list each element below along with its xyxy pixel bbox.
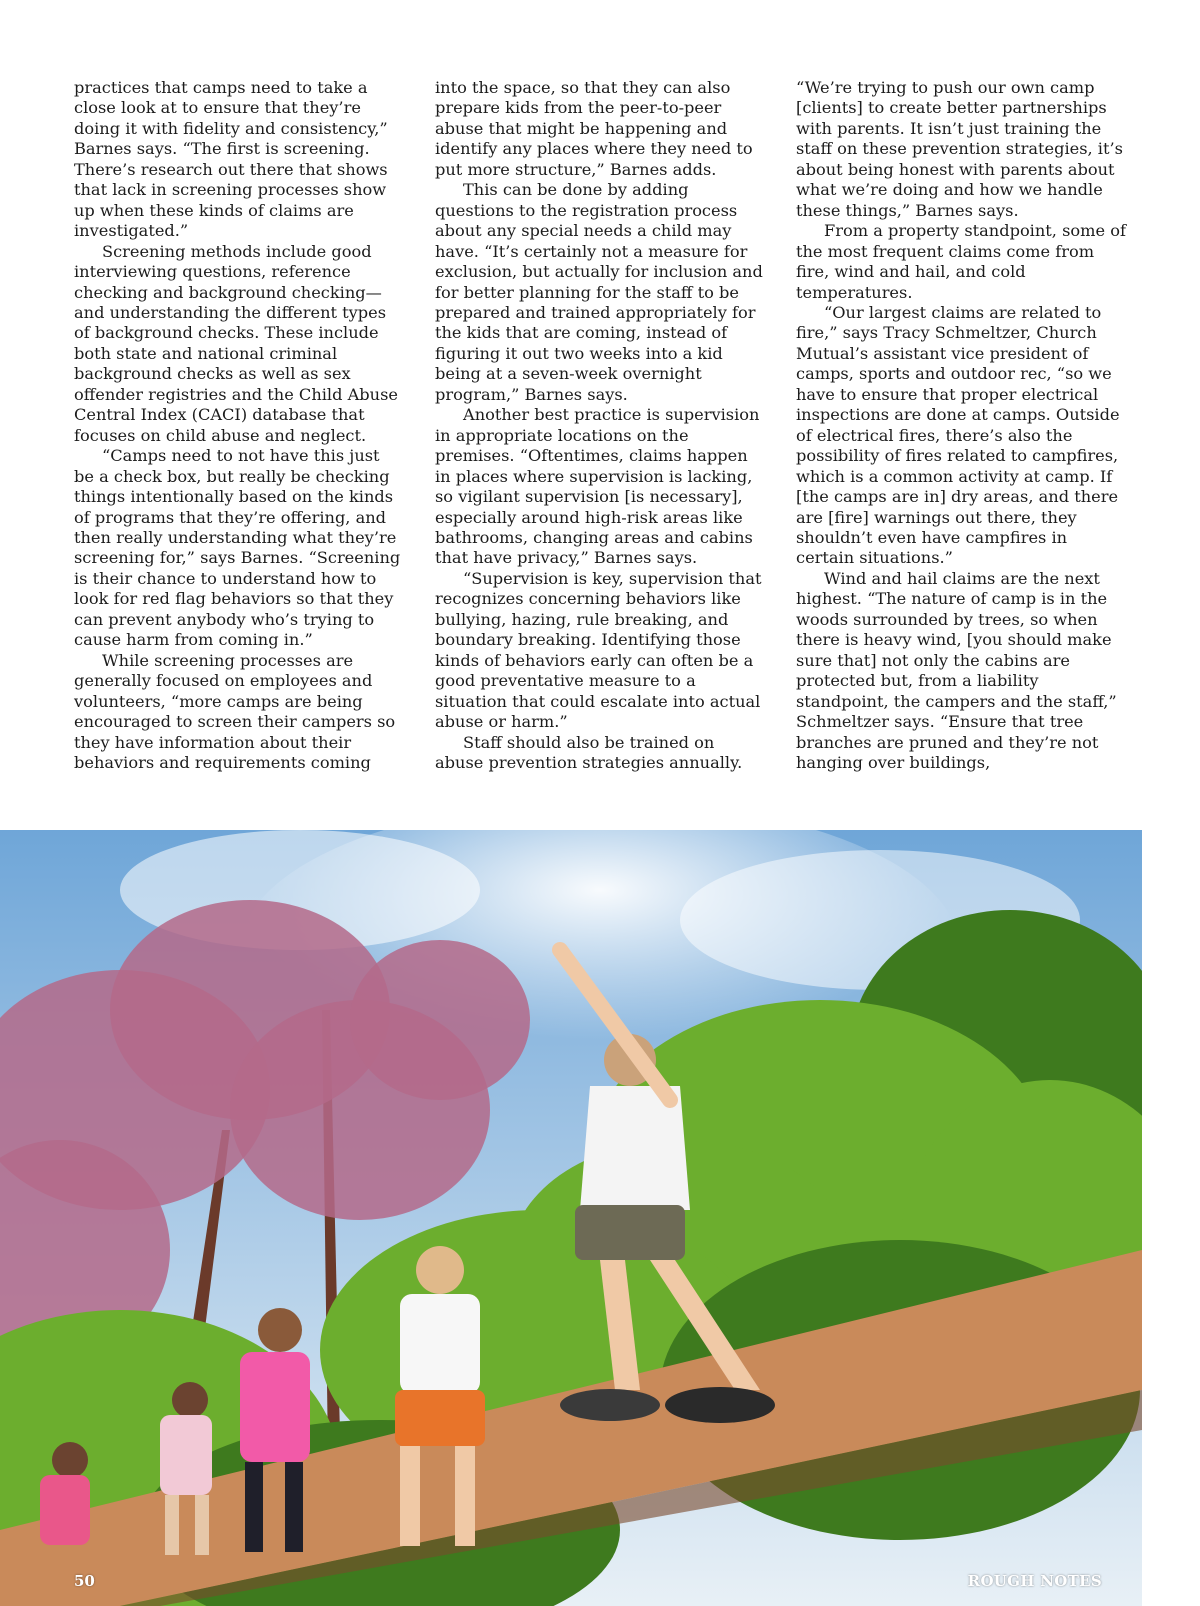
article-column-1 — [74, 78, 404, 800]
camp-kids-photo — [0, 830, 1142, 1606]
article-paragraph: into the space, so that they can also prepare kids from the peer-to-peer abuse that might be happening and identify any places where they need to put more structure,” Barnes adds. — [435, 78, 753, 179]
article-paragraph: Another best practice is supervision in appropriate locations on the premises. “Oftentimes, claims happen in places where supervision is lacking, so vigilant supervision [is necessary], especially around high-risk areas like bathrooms, changing areas and cabins that have privacy,” Barnes says. — [435, 405, 760, 568]
page-number: 50 — [74, 1572, 95, 1590]
article-paragraph: While screening processes are generally focused on employees and volunteers, “more camps are being encouraged to screen their campers so they have information about their behaviors and requirements coming — [74, 650, 396, 772]
magazine-name: ROUGH NOTES — [967, 1572, 1102, 1590]
article-columns — [74, 78, 1126, 800]
article-paragraph: “Supervision is key, supervision that recognizes concerning behaviors like bullying, hazing, rule breaking, and boundary breaking. Identifying those kinds of behaviors early can often be a good preventative measure to a situation that could escalate into actual abuse or harm.” — [435, 568, 762, 732]
photo-illustration — [0, 830, 1142, 1606]
article-paragraph: “We’re trying to push our own camp [clients] to create better partnerships with parents. It isn’t just training the staff on these prevention strategies, it’s about being honest with parents about what we’re doing and how we handle these things,” Barnes says. — [796, 78, 1123, 220]
article-paragraph: “Our largest claims are related to fire,” says Tracy Schmeltzer, Church Mutual’s assistant vice president of camps, sports and outdoor rec, “so we have to ensure that proper electrical inspections are done at camps. Outside of electrical fires, there’s also the possibility of fires related to campfires, which is a common activity at camp. If [the camps are in] dry areas, and there are [fire] warnings out there, they shouldn’t even have campfires in certain situations.” — [796, 302, 1120, 568]
article-column-2 — [435, 78, 765, 800]
article-paragraph: From a property standpoint, some of the most frequent claims come from fire, wind and hail, and cold temperatures. — [796, 221, 1126, 302]
article-paragraph: practices that camps need to take a close look at to ensure that they’re doing it with fidelity and consistency,” Barnes says. “The first is screening. There’s research out there that shows that lack in screening processes show up when these kinds of claims are investigated.” — [74, 78, 388, 241]
article-paragraph: Wind and hail claims are the next highest. “The nature of camp is in the woods surrounded by trees, so when there is heavy wind, [you should make sure that] not only the cabins are protected but, from a liability standpoint, the campers and the staff,” Schmeltzer says. “Ensure that tree branches are pruned and they’re not hanging over buildings, — [796, 568, 1117, 772]
article-paragraph: “Camps need to not have this just be a check box, but really be checking things intentionally based on the kinds of programs that they’re offering, and then really understanding what they’re screening for,” says Barnes. “Screening is their chance to understand how to look for red flag behaviors so that they can prevent anybody who’s trying to cause harm from coming in.” — [74, 446, 401, 650]
article-paragraph: This can be done by adding questions to the registration process about any special needs a child may have. “It’s certainly not a measure for exclusion, but actually for inclusion and for better planning for the staff to be prepared and trained appropriately for the kids that are coming, instead of figuring it out two weeks into a kid being at a seven-week overnight program,” Barnes says. — [435, 180, 763, 404]
article-paragraph: Staff should also be trained on abuse prevention strategies annually. — [435, 732, 743, 772]
tree-crown — [350, 940, 530, 1100]
article-column-3 — [796, 78, 1126, 800]
article-paragraph: Screening methods include good interviewing questions, reference checking and background checking—and understanding the different types of background checks. These include both state and national criminal background checks as well as sex offender registries and the Child Abuse Central Index (CACI) database that focuses on child abuse and neglect. — [74, 241, 398, 445]
